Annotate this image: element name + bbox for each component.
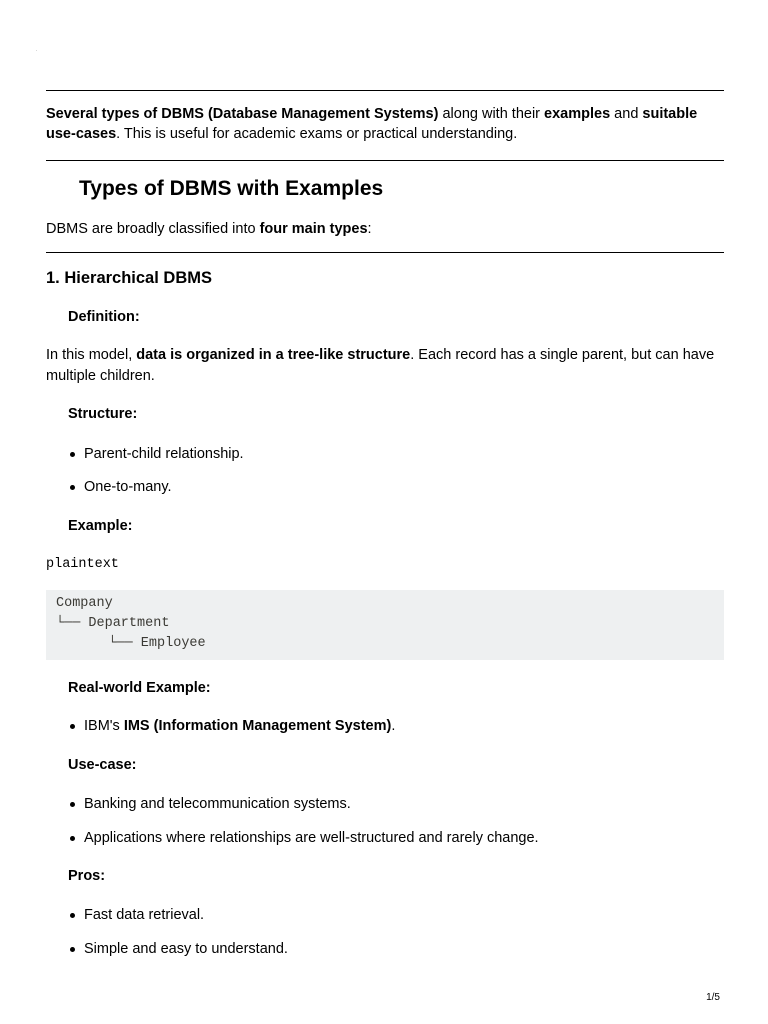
list-item: Parent-child relationship. <box>68 444 244 464</box>
intro-paragraph <box>46 104 724 144</box>
definition-text: In this model, <box>46 347 137 363</box>
scan-speck <box>36 50 37 51</box>
example-label: Example: <box>68 518 133 534</box>
code-language-label: plaintext <box>46 557 119 572</box>
realworld-label: Real-world Example: <box>68 680 211 696</box>
intro-bold-dbms-types: Several types of DBMS (Database Management Systems) <box>46 106 439 122</box>
structure-label: Structure: <box>68 406 138 422</box>
definition-label: Definition: <box>68 309 140 325</box>
code-line: └── Employee <box>76 636 206 651</box>
realworld-text: . <box>391 718 396 734</box>
divider-top <box>46 90 724 91</box>
classification-text: DBMS are broadly classified into <box>46 221 260 237</box>
classification-bold: four main types <box>259 221 368 237</box>
classification-text: : <box>367 221 372 237</box>
list-item: Simple and easy to understand. <box>68 939 288 959</box>
code-line: Company <box>56 596 113 611</box>
list-item: Applications where relationships are well-structured and rarely change. <box>68 828 539 848</box>
definition-text: . Each record has a single parent, but can have multiple children. <box>46 347 715 384</box>
intro-bold-use-cases: suitable use-cases <box>46 106 698 142</box>
divider-after-intro <box>46 160 724 161</box>
list-item: Banking and telecommunication systems. <box>68 794 351 814</box>
section-title: 1. Hierarchical DBMS <box>46 269 212 287</box>
list-item: Fast data retrieval. <box>68 905 204 925</box>
divider-before-section <box>46 252 724 253</box>
definition-paragraph <box>46 345 724 387</box>
list-item <box>68 716 395 736</box>
intro-text: and <box>610 106 643 122</box>
intro-text: along with their <box>438 106 545 122</box>
classification-paragraph <box>46 219 372 239</box>
intro-bold-examples: examples <box>544 106 611 122</box>
usecase-label: Use-case: <box>68 757 137 773</box>
page-title: Types of DBMS with Examples <box>79 177 384 200</box>
list-item: One-to-many. <box>68 477 172 497</box>
code-line: └── Department <box>56 616 170 631</box>
pros-label: Pros: <box>68 868 106 884</box>
realworld-bold: IMS (Information Management System) <box>123 718 392 734</box>
intro-text: . This is useful for academic exams or practical understanding. <box>116 126 518 142</box>
code-block <box>46 590 724 660</box>
realworld-text: IBM's <box>84 718 124 734</box>
definition-bold: data is organized in a tree-like structure <box>136 347 411 363</box>
page-number: 1/5 <box>706 992 720 1003</box>
